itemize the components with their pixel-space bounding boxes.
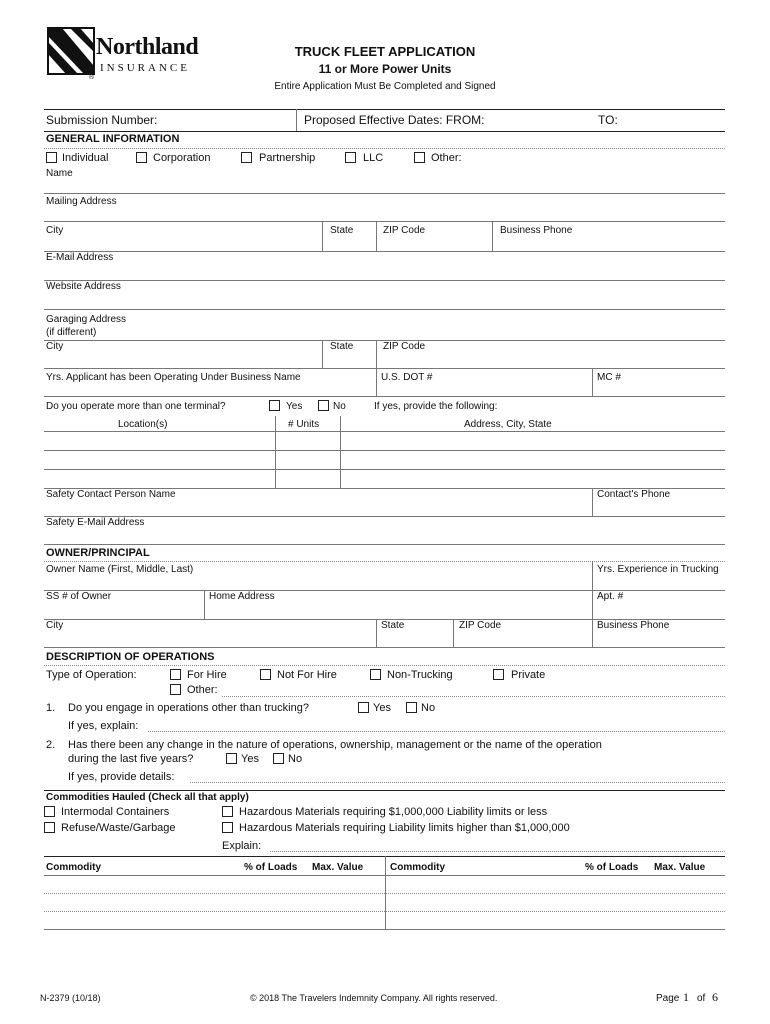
- other-operation-checkbox[interactable]: [170, 684, 181, 695]
- divider: [275, 416, 276, 488]
- owner-zip-label: ZIP Code: [459, 620, 502, 631]
- if-yes-provide-label: If yes, provide the following:: [374, 401, 498, 412]
- commodity-row[interactable]: [44, 911, 725, 912]
- q1-explain-label: If yes, explain:: [68, 720, 139, 732]
- safety-email-label: Safety E-Mail Address: [46, 517, 145, 528]
- dot-number-label: U.S. DOT #: [381, 372, 433, 383]
- divider: [592, 590, 593, 619]
- logo-wordmark: Northland: [96, 34, 199, 60]
- garaging-address-label: Garaging Address: [46, 314, 127, 325]
- locations-column-header: Location(s): [118, 419, 168, 430]
- page-label: Page: [656, 993, 680, 1004]
- q2-details-field[interactable]: [190, 782, 725, 783]
- divider: [453, 619, 454, 647]
- divider: [376, 340, 377, 368]
- rule: [44, 790, 725, 791]
- private-checkbox[interactable]: [493, 669, 504, 680]
- garaging-if-different-label: (if different): [46, 327, 97, 338]
- location-row[interactable]: [44, 431, 725, 432]
- terminal-question: Do you operate more than one terminal?: [46, 401, 226, 412]
- question-2-text-line2: during the last five years?: [68, 753, 194, 765]
- owner-principal-heading: OWNER/PRINCIPAL: [46, 547, 150, 559]
- q1-yes-label: Yes: [373, 702, 391, 714]
- for-hire-checkbox[interactable]: [170, 669, 181, 680]
- rule: [44, 109, 725, 110]
- non-trucking-checkbox[interactable]: [370, 669, 381, 680]
- owner-business-phone-label: Business Phone: [597, 620, 670, 631]
- rule: [44, 561, 725, 562]
- commodity-header-2: Commodity: [390, 862, 445, 873]
- terminal-yes-label: Yes: [286, 401, 303, 412]
- q1-no-label: No: [421, 702, 436, 714]
- q2-details-label: If yes, provide details:: [68, 771, 175, 783]
- state-label: State: [330, 225, 354, 236]
- owner-city-label: City: [46, 620, 64, 631]
- q2-no-label: No: [288, 753, 303, 765]
- type-of-operation-label: Type of Operation:: [46, 669, 137, 681]
- email-field[interactable]: [44, 280, 725, 281]
- commodities-explain-label: Explain:: [222, 840, 262, 852]
- not-for-hire-checkbox[interactable]: [260, 669, 271, 680]
- safety-contact-label: Safety Contact Person Name: [46, 489, 176, 500]
- city-label: City: [46, 225, 64, 236]
- website-field[interactable]: [44, 309, 725, 310]
- other-entity-checkbox[interactable]: [414, 152, 425, 163]
- divider: [376, 619, 377, 647]
- of-label: of: [697, 993, 706, 1004]
- commodity-row[interactable]: [44, 929, 725, 930]
- years-dot-mc-field[interactable]: [44, 396, 725, 397]
- llc-checkbox[interactable]: [345, 152, 356, 163]
- divider: [592, 488, 593, 516]
- business-phone-label: Business Phone: [500, 225, 573, 236]
- email-label: E-Mail Address: [46, 252, 114, 263]
- commodity-header-1: Commodity: [46, 862, 101, 873]
- divider: [322, 221, 323, 251]
- divider: [296, 109, 297, 131]
- name-field[interactable]: [44, 193, 725, 194]
- years-experience-label: Yrs. Experience in Trucking: [597, 564, 719, 575]
- rule: [44, 131, 725, 132]
- hazmat-low-checkbox[interactable]: [222, 806, 233, 817]
- logo-subtitle: INSURANCE: [100, 62, 190, 74]
- question-1-text: Do you engage in operations other than trucking?: [68, 702, 309, 714]
- intermodal-checkbox[interactable]: [44, 806, 55, 817]
- private-label: Private: [511, 669, 546, 681]
- individual-checkbox[interactable]: [46, 152, 57, 163]
- location-row[interactable]: [44, 469, 725, 470]
- refuse-checkbox[interactable]: [44, 822, 55, 833]
- mc-number-label: MC #: [597, 372, 621, 383]
- non-trucking-label: Non-Trucking: [387, 669, 453, 681]
- garaging-city-label: City: [46, 341, 64, 352]
- home-address-label: Home Address: [209, 591, 275, 602]
- divider: [592, 561, 593, 590]
- corporation-checkbox[interactable]: [136, 152, 147, 163]
- individual-label: Individual: [62, 152, 109, 164]
- other-entity-label: Other:: [431, 152, 462, 164]
- commodity-row[interactable]: [44, 893, 725, 894]
- divider: [592, 368, 593, 396]
- website-label: Website Address: [46, 281, 121, 292]
- commodities-explain-field[interactable]: [270, 851, 725, 852]
- zip-label: ZIP Code: [383, 225, 426, 236]
- percent-loads-header-1: % of Loads: [244, 862, 298, 873]
- q1-explain-field[interactable]: [148, 731, 725, 732]
- refuse-label: Refuse/Waste/Garbage: [61, 822, 176, 834]
- location-row[interactable]: [44, 450, 725, 451]
- question-1-number: 1.: [46, 702, 56, 714]
- commodities-heading: Commodities Hauled (Check all that apply): [46, 792, 249, 803]
- partnership-label: Partnership: [259, 152, 316, 164]
- rule: [44, 148, 725, 149]
- q1-no-checkbox[interactable]: [406, 702, 417, 713]
- divider: [492, 221, 493, 251]
- divider: [592, 619, 593, 647]
- divider: [322, 340, 323, 368]
- other-operation-field[interactable]: [222, 696, 725, 697]
- owner-city-field[interactable]: [44, 647, 725, 648]
- question-2-text: Has there been any change in the nature of operations, ownership, management or the name of the operation: [68, 739, 602, 751]
- corporation-label: Corporation: [153, 152, 211, 164]
- for-hire-label: For Hire: [187, 669, 227, 681]
- divider: [376, 368, 377, 396]
- name-label: Name: [46, 168, 73, 179]
- mailing-address-label: Mailing Address: [46, 196, 117, 207]
- owner-name-label: Owner Name (First, Middle, Last): [46, 564, 194, 575]
- q1-yes-checkbox[interactable]: [358, 702, 369, 713]
- garaging-zip-label: ZIP Code: [383, 341, 426, 352]
- form-subtitle: 11 or More Power Units: [318, 62, 452, 76]
- form-title: TRUCK FLEET APPLICATION: [294, 44, 476, 59]
- intermodal-label: Intermodal Containers: [61, 806, 170, 818]
- copyright: © 2018 The Travelers Indemnity Company. All rights reserved.: [250, 993, 498, 1003]
- submission-number-label: Submission Number:: [46, 113, 158, 127]
- hazmat-low-label: Hazardous Materials requiring $1,000,000 Liability limits or less: [239, 806, 548, 818]
- max-value-header-2: Max. Value: [654, 862, 706, 873]
- page-total: 6: [712, 990, 718, 1004]
- contact-phone-label: Contact's Phone: [597, 489, 671, 500]
- years-operating-label: Yrs. Applicant has been Operating Under Business Name: [46, 372, 301, 383]
- q2-yes-label: Yes: [241, 753, 259, 765]
- q2-no-checkbox[interactable]: [273, 753, 284, 764]
- operations-heading: DESCRIPTION OF OPERATIONS: [46, 651, 215, 663]
- divider: [376, 221, 377, 251]
- units-column-header: # Units: [288, 419, 320, 430]
- safety-email-field[interactable]: [44, 544, 725, 545]
- safety-contact-field[interactable]: [44, 516, 725, 517]
- ss-owner-label: SS # of Owner: [46, 591, 112, 602]
- logo-registered: ®: [89, 74, 95, 81]
- hazmat-high-checkbox[interactable]: [222, 822, 233, 833]
- garaging-city-field[interactable]: [44, 368, 725, 369]
- percent-loads-header-2: % of Loads: [585, 862, 639, 873]
- terminal-no-checkbox[interactable]: [318, 400, 329, 411]
- divider: [204, 590, 205, 619]
- commodity-row[interactable]: [44, 875, 725, 876]
- effective-dates-label: Proposed Effective Dates: FROM:: [304, 113, 485, 127]
- hazmat-high-label: Hazardous Materials requiring Liability limits higher than $1,000,000: [239, 822, 570, 834]
- q2-yes-checkbox[interactable]: [226, 753, 237, 764]
- mailing-address-field[interactable]: [44, 221, 725, 222]
- not-for-hire-label: Not For Hire: [277, 669, 337, 681]
- effective-dates-to-label: TO:: [598, 113, 618, 127]
- form-note: Entire Application Must Be Completed and Signed: [274, 81, 496, 92]
- max-value-header-1: Max. Value: [312, 862, 364, 873]
- other-operation-label: Other:: [187, 684, 218, 696]
- terminal-no-label: No: [333, 401, 346, 412]
- llc-label: LLC: [363, 152, 384, 164]
- apt-label: Apt. #: [597, 591, 624, 602]
- question-2-number: 2.: [46, 739, 56, 751]
- city-field[interactable]: [44, 251, 725, 252]
- owner-state-label: State: [381, 620, 405, 631]
- general-information-heading: GENERAL INFORMATION: [46, 133, 180, 145]
- divider: [340, 416, 341, 488]
- partnership-checkbox[interactable]: [241, 152, 252, 163]
- form-number: N-2379 (10/18): [40, 993, 101, 1003]
- address-column-header: Address, City, State: [464, 419, 552, 430]
- page-number: 1: [683, 990, 689, 1004]
- terminal-yes-checkbox[interactable]: [269, 400, 280, 411]
- rule: [44, 665, 725, 666]
- garaging-state-label: State: [330, 341, 354, 352]
